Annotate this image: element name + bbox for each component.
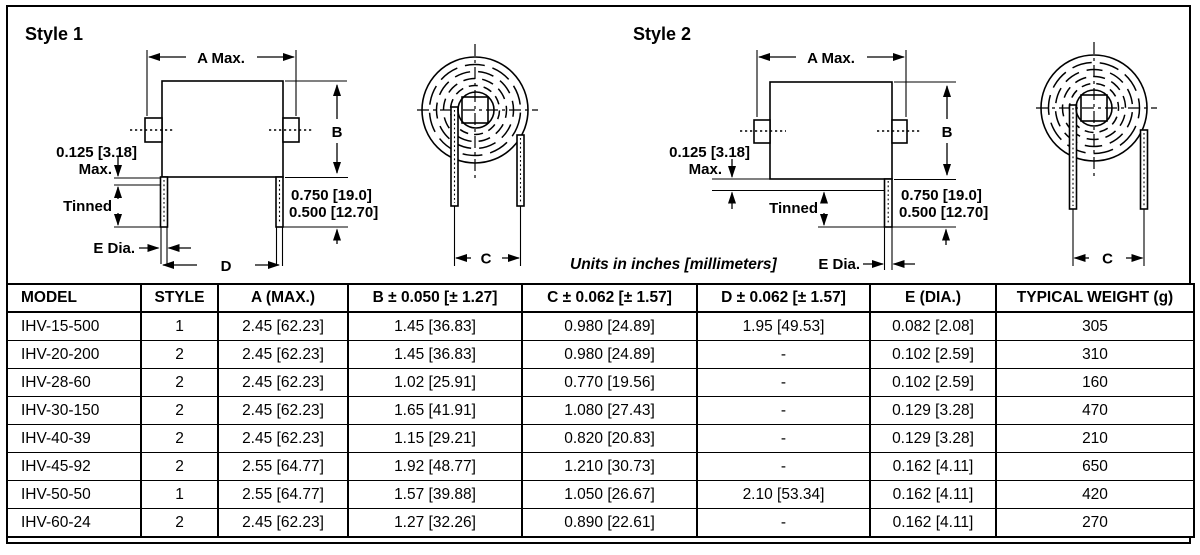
table-cell: 2.45 [62.23] [218, 397, 348, 425]
table-cell: - [697, 369, 870, 397]
table-row [7, 509, 1194, 538]
table-cell: 2 [141, 425, 218, 453]
column-header: TYPICAL WEIGHT (g) [996, 284, 1194, 312]
style2-coil-top-view [1032, 42, 1157, 268]
style2-lead-offset-label: 0.125 [3.18] [669, 144, 750, 161]
table-cell: 0.980 [24.89] [522, 312, 697, 341]
table-cell: 420 [996, 481, 1194, 509]
table-cell: 0.770 [19.56] [522, 369, 697, 397]
style1-body [162, 81, 283, 177]
style1-a-max-label: A Max. [197, 50, 245, 67]
table-cell: - [697, 453, 870, 481]
table-cell: 1.65 [41.91] [348, 397, 522, 425]
table-cell: 1.15 [29.21] [348, 425, 522, 453]
table-cell: 305 [996, 312, 1194, 341]
style1-c-label: C [480, 250, 492, 268]
table-cell: 0.129 [3.28] [870, 425, 996, 453]
style2-lead-length-upper-label: 0.750 [19.0] [901, 187, 982, 204]
style2-lead-length-lower-label: 0.500 [12.70] [899, 204, 989, 221]
table-row [7, 369, 1194, 397]
table-cell: 2.55 [64.77] [218, 481, 348, 509]
table-cell: 1.57 [39.88] [348, 481, 522, 509]
table-cell: 2.45 [62.23] [218, 369, 348, 397]
spec-table [6, 283, 1195, 538]
style1-lead-length-lower-label: 0.500 [12.70] [289, 204, 379, 221]
table-cell: IHV-60-24 [7, 509, 141, 538]
table-row [7, 397, 1194, 425]
table-cell: 2 [141, 369, 218, 397]
table-cell: IHV-30-150 [7, 397, 141, 425]
table-cell: 0.129 [3.28] [870, 397, 996, 425]
table-cell: 2 [141, 397, 218, 425]
column-header: B ± 0.050 [± 1.27] [348, 284, 522, 312]
style2-body [770, 82, 892, 179]
style1-top-left-lead [451, 107, 458, 206]
table-cell: 1 [141, 312, 218, 341]
table-cell: 210 [996, 425, 1194, 453]
column-header: STYLE [141, 284, 218, 312]
table-cell: 0.102 [2.59] [870, 341, 996, 369]
style2-b-label: B [941, 124, 953, 141]
table-cell: 1.92 [48.77] [348, 453, 522, 481]
table-cell: IHV-28-60 [7, 369, 141, 397]
table-cell: - [697, 341, 870, 369]
table-cell: IHV-45-92 [7, 453, 141, 481]
table-cell: 0.082 [2.08] [870, 312, 996, 341]
table-cell: 270 [996, 509, 1194, 538]
style1-left-terminal [145, 118, 162, 142]
style1-b-label: B [331, 124, 343, 141]
table-cell: 2 [141, 509, 218, 538]
column-header: D ± 0.062 [± 1.57] [697, 284, 870, 312]
style2-right-terminal [892, 120, 907, 143]
table-cell: 650 [996, 453, 1194, 481]
table-cell: 2.45 [62.23] [218, 341, 348, 369]
table-cell: 1 [141, 481, 218, 509]
table-cell: 1.95 [49.53] [697, 312, 870, 341]
header-row [7, 284, 1194, 312]
style1-lead-offset-max-label: Max. [78, 161, 112, 178]
style1-side-view [25, 24, 378, 275]
table-cell: 160 [996, 369, 1194, 397]
column-header: C ± 0.062 [± 1.57] [522, 284, 697, 312]
style2-tinned-label: Tinned [769, 200, 818, 217]
style2-a-max-label: A Max. [807, 50, 855, 67]
table-cell: 2.55 [64.77] [218, 453, 348, 481]
spec-table-body [7, 312, 1194, 537]
table-cell: 1.080 [27.43] [522, 397, 697, 425]
table-cell: 1.050 [26.67] [522, 481, 697, 509]
table-cell: 310 [996, 341, 1194, 369]
table-cell: - [697, 509, 870, 538]
style2-title: Style 2 [633, 24, 692, 44]
style1-tinned-label: Tinned [63, 198, 112, 215]
style1-e-dia-label: E Dia. [93, 240, 135, 257]
table-cell: IHV-50-50 [7, 481, 141, 509]
style2-side-view [633, 24, 988, 273]
units-note: Units in inches [millimeters] [570, 256, 777, 273]
table-cell: 0.820 [20.83] [522, 425, 697, 453]
style1-lead-offset-label: 0.125 [3.18] [56, 144, 137, 161]
style2-c-label: C [1102, 250, 1113, 268]
table-cell: - [697, 425, 870, 453]
table-cell: 0.102 [2.59] [870, 369, 996, 397]
table-cell: 2.45 [62.23] [218, 425, 348, 453]
table-cell: 2.45 [62.23] [218, 312, 348, 341]
table-cell: IHV-15-500 [7, 312, 141, 341]
table-cell: 0.980 [24.89] [522, 341, 697, 369]
style1-title: Style 1 [25, 24, 84, 44]
table-row [7, 425, 1194, 453]
style2-e-dia-label: E Dia. [818, 256, 860, 273]
table-cell: 470 [996, 397, 1194, 425]
table-cell: 0.162 [4.11] [870, 481, 996, 509]
column-header: MODEL [7, 284, 141, 312]
table-cell: - [697, 397, 870, 425]
table-cell: 1.02 [25.91] [348, 369, 522, 397]
table-cell: 0.890 [22.61] [522, 509, 697, 538]
table-cell: 0.162 [4.11] [870, 453, 996, 481]
column-header: E (DIA.) [870, 284, 996, 312]
table-row [7, 481, 1194, 509]
table-cell: 1.45 [36.83] [348, 341, 522, 369]
table-row [7, 341, 1194, 369]
style1-d-label: D [220, 258, 232, 275]
table-cell: 1.45 [36.83] [348, 312, 522, 341]
table-cell: 2 [141, 453, 218, 481]
table-cell: 0.162 [4.11] [870, 509, 996, 538]
column-header: A (MAX.) [218, 284, 348, 312]
table-cell: 1.27 [32.26] [348, 509, 522, 538]
style1-coil-top-view [417, 44, 538, 268]
table-cell: 2.10 [53.34] [697, 481, 870, 509]
style2-lead-offset-max-label: Max. [688, 161, 722, 178]
table-cell: IHV-40-39 [7, 425, 141, 453]
table-cell: 2 [141, 341, 218, 369]
table-cell: 2.45 [62.23] [218, 509, 348, 538]
table-cell: IHV-20-200 [7, 341, 141, 369]
table-row [7, 453, 1194, 481]
table-cell: 1.210 [30.73] [522, 453, 697, 481]
style1-lead-length-upper-label: 0.750 [19.0] [291, 187, 372, 204]
table-row [7, 312, 1194, 341]
